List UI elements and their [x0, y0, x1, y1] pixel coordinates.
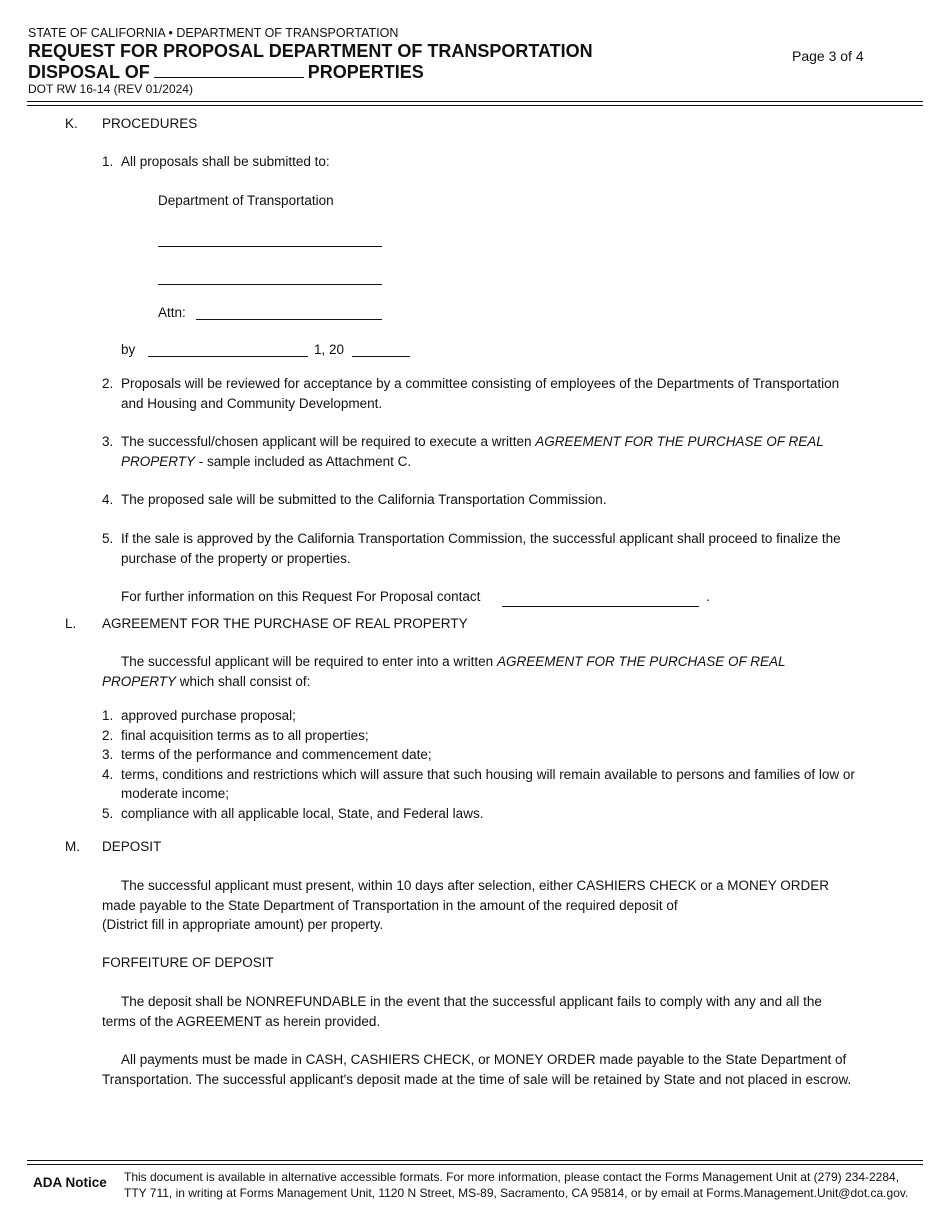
section-l-letter: L.	[65, 616, 77, 631]
deposit-line2: made payable to the State Department of Transportation in the amount of the required deposit of	[102, 897, 678, 913]
form-number: DOT RW 16-14 (REV 01/2024)	[28, 82, 193, 96]
l-intro-line1	[102, 652, 786, 672]
ada-notice-line2: TTY 711, in writing at Forms Management Unit, 1120 N Street, MS-89, Sacramento, CA 95814, or by email at Forms.Management.Unit@dot.ca.gov.	[124, 1185, 909, 1200]
list-item-text: compliance with all applicable local, State, and Federal laws.	[121, 805, 484, 821]
k-item3-line2a: PROPERTY	[121, 453, 196, 469]
list-item-text: moderate income;	[121, 786, 230, 801]
address-line-1[interactable]	[158, 246, 382, 247]
k-item2-text	[121, 374, 839, 413]
list-item	[102, 804, 855, 824]
k-item2-line2: and Housing and Community Development.	[121, 395, 383, 411]
subtitle-part-a: DISPOSAL OF	[28, 62, 150, 82]
disposal-of-blank[interactable]	[154, 61, 304, 78]
list-item-text: approved purchase proposal;	[121, 708, 296, 723]
list-item	[102, 784, 855, 804]
section-m-heading: DEPOSIT	[102, 839, 162, 854]
k-item3-line1b: AGREEMENT FOR THE PURCHASE OF REAL	[535, 434, 824, 449]
k-item1-number: 1.	[102, 154, 114, 169]
k-item5-line1: If the sale is approved by the California Transportation Commission, the successful applicant shall proceed to finalize the	[121, 531, 841, 546]
due-date-mid: 1, 20	[314, 342, 345, 357]
attn-line[interactable]	[196, 319, 382, 320]
k-item1-text: All proposals shall be submitted to:	[121, 154, 330, 169]
k-item5-number: 5.	[102, 531, 114, 546]
contact-text: For further information on this Request For Proposal contact	[121, 589, 481, 604]
department-name: Department of Transportation	[158, 193, 334, 208]
forfeiture-line1: The deposit shall be NONREFUNDABLE in the event that the successful applicant fails to comply with any and all the	[121, 994, 822, 1009]
k-item2-number: 2.	[102, 376, 114, 391]
payments-line1: All payments must be made in CASH, CASHIERS CHECK, or MONEY ORDER made payable to the State Department of	[121, 1052, 847, 1067]
k-item3-line1	[121, 432, 824, 452]
forfeiture-paragraph	[102, 992, 822, 1031]
list-item	[102, 726, 855, 746]
k-item3-text	[121, 432, 824, 471]
deposit-line3: (District fill in appropriate amount) per property.	[102, 917, 384, 932]
list-item	[102, 706, 855, 726]
due-year-line[interactable]	[352, 356, 410, 357]
k-item3-line1a: The successful/chosen applicant will be required to execute a written	[121, 434, 536, 449]
attn-label: Attn:	[158, 305, 186, 320]
k-item3-number: 3.	[102, 434, 114, 449]
list-item	[102, 765, 855, 785]
l-intro-line1b: AGREEMENT FOR THE PURCHASE OF REAL	[496, 654, 786, 669]
k-item5-text	[121, 529, 841, 568]
list-item-text: terms of the performance and commencement date;	[121, 747, 432, 762]
forfeiture-line2: terms of the AGREEMENT as herein provided.	[102, 1013, 381, 1029]
deposit-paragraph	[102, 876, 829, 935]
l-intro-line2b: which shall consist of:	[176, 673, 311, 689]
subtitle-part-b: PROPERTIES	[307, 62, 424, 82]
k-item5-line2: purchase of the property or properties.	[121, 550, 351, 566]
header-rule-top	[27, 101, 923, 102]
section-k-letter: K.	[65, 116, 78, 131]
k-item3-line2	[121, 452, 824, 472]
list-item-number: 2.	[102, 727, 114, 743]
list-item-text: final acquisition terms as to all properties;	[121, 727, 369, 743]
l-list	[102, 706, 855, 823]
l-intro	[102, 652, 786, 691]
ada-notice-text	[124, 1170, 924, 1201]
payments-line2: Transportation. The successful applicant's deposit made at the time of sale will be retained by State and not placed in escrow.	[102, 1071, 852, 1087]
deposit-line1: The successful applicant must present, within 10 days after selection, either CASHIERS CHECK or a MONEY ORDER	[121, 878, 830, 893]
list-item-number: 4.	[102, 766, 114, 782]
k-item2-line1: Proposals will be reviewed for acceptance by a committee consisting of employees of the Departments of Transportation	[121, 376, 840, 391]
payments-paragraph	[102, 1050, 851, 1089]
l-intro-line2a: PROPERTY	[102, 673, 177, 689]
k-item4-number: 4.	[102, 492, 114, 507]
list-item-number: 1.	[102, 708, 114, 723]
form-title: REQUEST FOR PROPOSAL DEPARTMENT OF TRANSPORTATION	[28, 41, 593, 61]
form-subtitle	[28, 61, 424, 83]
forfeiture-heading: FORFEITURE OF DEPOSIT	[102, 955, 274, 970]
footer-rule-top	[27, 1160, 923, 1161]
l-intro-line2	[102, 672, 786, 692]
list-item-text: terms, conditions and restrictions which will assure that such housing will remain available to persons and families of low or	[121, 766, 855, 782]
list-item-number: 3.	[102, 747, 114, 762]
section-m-letter: M.	[65, 839, 80, 854]
page-number: Page 3 of 4	[792, 48, 864, 64]
section-k-heading: PROCEDURES	[102, 116, 198, 131]
due-month-line[interactable]	[148, 356, 308, 357]
footer-rule-bottom	[27, 1164, 923, 1165]
contact-end: .	[706, 589, 710, 604]
l-intro-line1a: The successful applicant will be required to enter into a written	[121, 654, 497, 669]
list-item-number: 5.	[102, 805, 114, 821]
list-item	[102, 745, 855, 765]
ada-notice-label: ADA Notice	[33, 1175, 107, 1190]
by-label: by	[121, 342, 136, 357]
contact-line[interactable]	[502, 606, 699, 607]
k-item4-text: The proposed sale will be submitted to the California Transportation Commission.	[121, 492, 607, 507]
ada-notice-line1: This document is available in alternative accessible formats. For more information, please contact the Forms Management Unit at (279) 234-2284,	[124, 1170, 900, 1184]
k-item3-line2b: - sample included as Attachment C.	[195, 453, 412, 469]
header-rule-bottom	[27, 105, 923, 106]
section-l-heading: AGREEMENT FOR THE PURCHASE OF REAL PROPERTY	[102, 616, 468, 631]
address-line-2[interactable]	[158, 284, 382, 285]
agency-name: STATE OF CALIFORNIA • DEPARTMENT OF TRANSPORTATION	[28, 26, 399, 40]
